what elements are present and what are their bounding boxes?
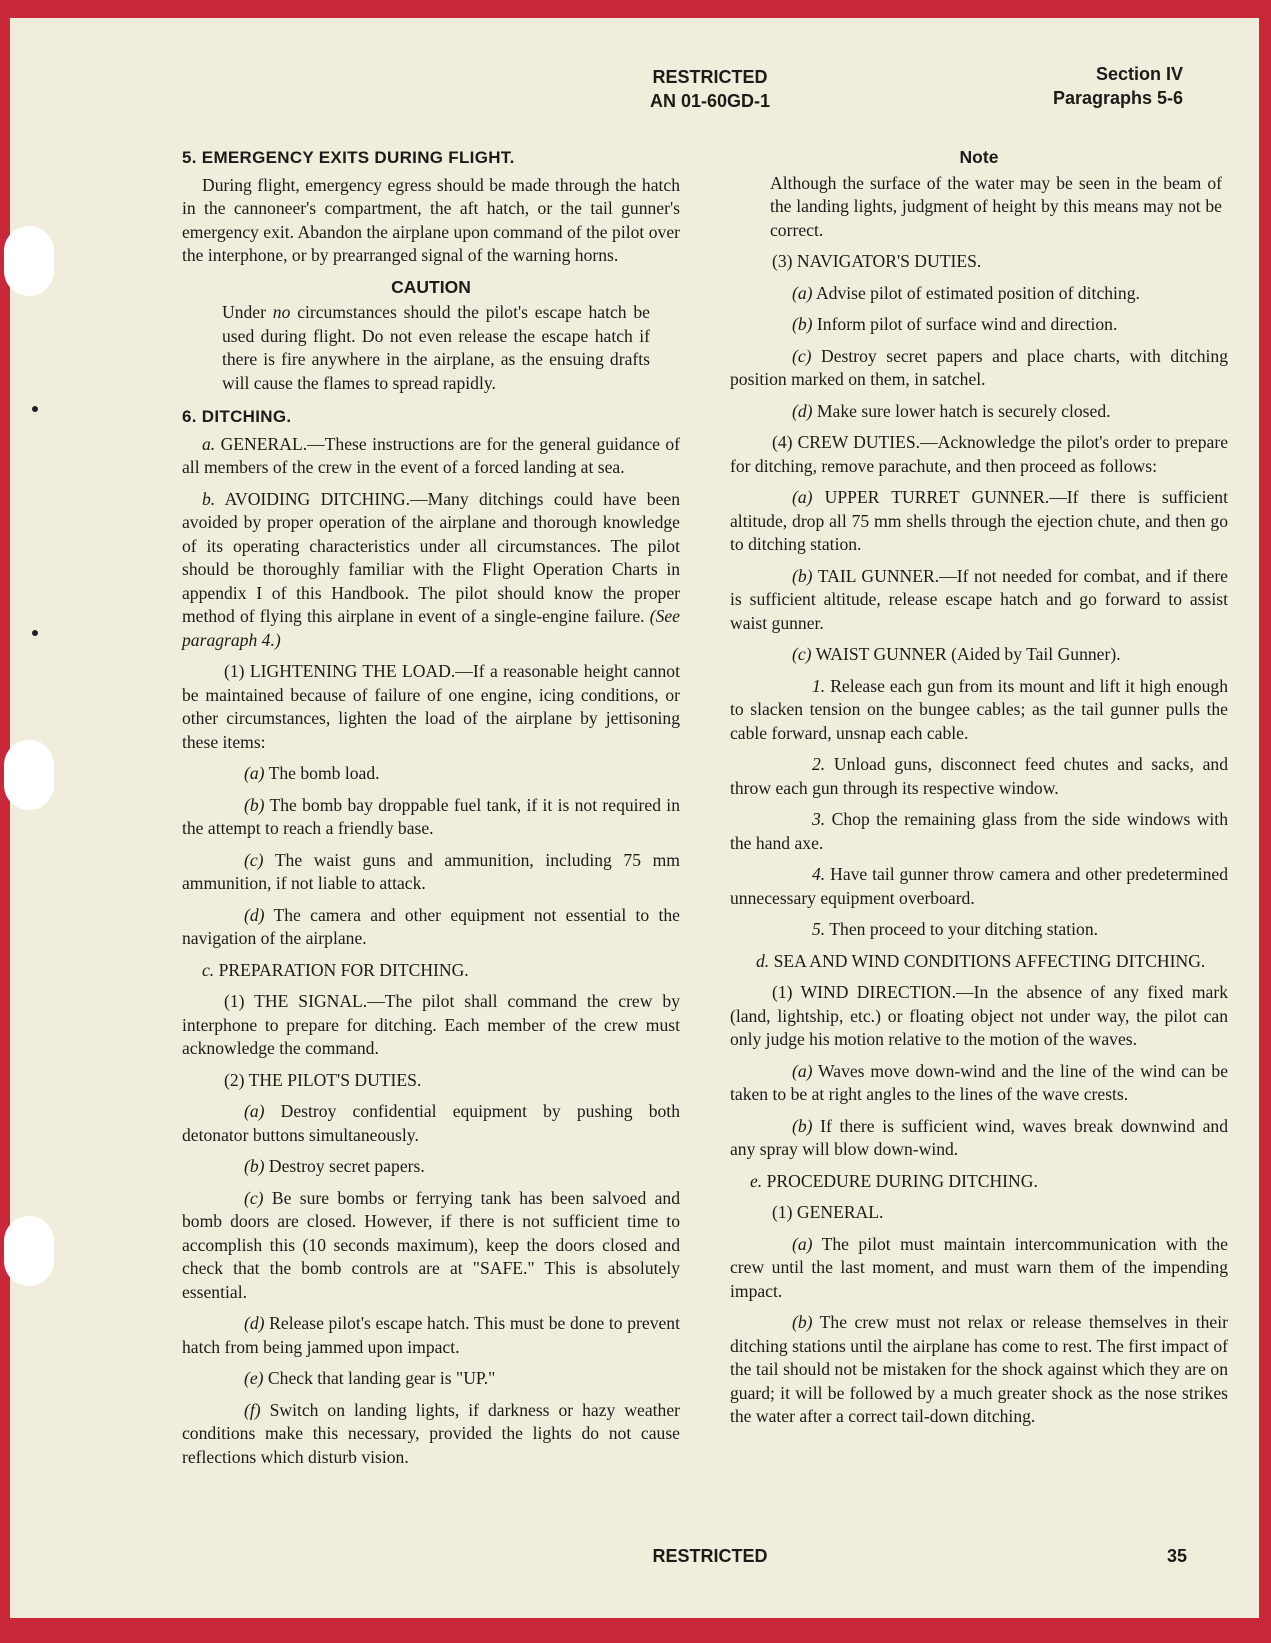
paragraph-crew-duties: (4) CREW DUTIES.—Acknowledge the pilot's order to prepare for ditching, remove parachute, and then proceed as follows: [730, 432, 1228, 476]
list-item: (a) Advise pilot of estimated position of ditching. [792, 282, 1140, 303]
paragraph-sea-wind-conditions: d. SEA AND WIND CONDITIONS AFFECTING DITCHING. [756, 950, 1206, 971]
caution-title: CAUTION [391, 276, 471, 297]
list-item: (a) The bomb load. [244, 763, 380, 783]
list-item: (a) Waves move down-wind and the line of the wind can be taken to be at right angles to the lines of the wave crests. [730, 1060, 1228, 1104]
paragraph-signal: (1) THE SIGNAL.—The pilot shall command the crew by interphone to prepare for ditching. Each member of the crew must acknowledge the command. [182, 991, 680, 1058]
section-heading-emergency-exits: 5. EMERGENCY EXITS DURING FLIGHT. [182, 148, 515, 167]
paragraphs-label: Paragraphs 5-6 [1052, 88, 1183, 108]
paragraph-general: a. GENERAL.—These instructions are for the general guidance of all members of the crew in the event of a forced landing at sea. [182, 433, 680, 477]
paragraph-emergency-exits: During flight, emergency egress should be made through the hatch in the cannoneer's compartment, the aft hatch, or the tail gunner's emergency exit. Abandon the airplane upon command of the pilot over the interphone, or by prearranged signal of the warning horns. [182, 174, 680, 265]
page-header-center [570, 65, 850, 113]
right-column [730, 146, 1228, 1437]
section-heading-ditching: 6. DITCHING. [182, 407, 292, 426]
paragraph-wind-direction: (1) WIND DIRECTION.—In the absence of any fixed mark (land, lightship, etc.) or floating object not under way, the pilot can only judge his motion relative to the motion of the waves. [730, 982, 1228, 1049]
list-item: (a) The pilot must maintain intercommunication with the crew until the last moment, and must warn them of the impending impact. [730, 1233, 1228, 1301]
list-item: (a) Destroy confidential equipment by pushing both detonator buttons simultaneously. [182, 1101, 680, 1145]
list-item: (b) Inform pilot of surface wind and direction. [792, 314, 1118, 334]
list-item: (d) Release pilot's escape hatch. This must be done to prevent hatch from being jammed upon impact. [182, 1313, 680, 1357]
punch-mark [32, 630, 38, 636]
caution-text: Under no circumstances should the pilot's escape hatch be used during flight. Do not even release the escape hatch if there is fire anywhere in the airplane, as the ensuing drafts will cause the flames to spread rapidly. [222, 302, 650, 393]
list-item: (e) Check that landing gear is "UP." [244, 1368, 496, 1388]
list-item: 4. Have tail gunner throw camera and other predetermined unnecessary equipment overboard. [730, 864, 1228, 908]
list-item: 3. Chop the remaining glass from the side windows with the hand axe. [730, 809, 1228, 853]
note-text: Although the surface of the water may be seen in the beam of the landing lights, judgment of height by this means may not be correct. [770, 172, 1222, 240]
punch-mark [32, 406, 38, 412]
paragraph-navigator-duties: (3) NAVIGATOR'S DUTIES. [772, 251, 982, 271]
note-title: Note [959, 147, 999, 167]
list-item: (c) WAIST GUNNER (Aided by Tail Gunner). [792, 644, 1121, 664]
list-item: (b) The bomb bay droppable fuel tank, if it is not required in the attempt to reach a friendly base. [182, 794, 680, 838]
document-number: AN 01-60GD-1 [649, 91, 771, 111]
paragraph-pilot-duties: (2) THE PILOT'S DUTIES. [224, 1069, 422, 1090]
paragraph-preparation: c. PREPARATION FOR DITCHING. [202, 959, 469, 980]
list-item: (c) Destroy secret papers and place charts, with ditching position marked on them, in satchel. [730, 345, 1228, 389]
document-page [10, 18, 1259, 1618]
page-number: 35 [1166, 1546, 1187, 1566]
list-item: (d) The camera and other equipment not essential to the navigation of the airplane. [182, 904, 680, 948]
list-item: (b) Destroy secret papers. [244, 1156, 425, 1176]
paragraph-lightening-load: (1) LIGHTENING THE LOAD.—If a reasonable height cannot be maintained because of failure of one engine, icing conditions, or other circumstances, lighten the load of the airplane by jettisoning these items: [182, 661, 680, 752]
list-item: (c) The waist guns and ammunition, including 75 mm ammunition, if not liable to attack. [182, 849, 680, 893]
list-item: (d) Make sure lower hatch is securely closed. [792, 400, 1111, 421]
list-item: (a) UPPER TURRET GUNNER.—If there is sufficient altitude, drop all 75 mm shells through the ejection chute, and then go to ditching station. [730, 487, 1228, 554]
left-column [182, 146, 680, 1477]
binder-hole [4, 1216, 54, 1286]
list-item: 5. Then proceed to your ditching station. [812, 919, 1099, 939]
list-item: 2. Unload guns, disconnect feed chutes and sacks, and throw each gun through its respective window. [730, 754, 1228, 798]
paragraph-avoiding-ditching: b. AVOIDING DITCHING.—Many ditchings could have been avoided by proper operation of the airplane and thorough knowledge of its operating characteristics under all circumstances. The pilot should be thoroughly familiar with the Flight Operation Charts in appendix I of this Handbook. The pilot should know the proper method of flying this airplane in event of a single-engine failure. (See paragraph 4.) [182, 488, 680, 650]
section-label: Section IV [1095, 64, 1183, 84]
paragraph-procedure: e. PROCEDURE DURING DITCHING. [750, 1170, 1038, 1191]
list-item: (c) Be sure bombs or ferrying tank has been salvoed and bomb doors are closed. However, if there is not sufficient time to accomplish this (10 seconds maximum), keep the doors closed and check that the bomb controls are at "SAFE." This is absolutely essential. [182, 1187, 680, 1302]
list-item: (b) If there is sufficient wind, waves break downwind and any spray will blow down-wind. [730, 1115, 1228, 1159]
list-item: (b) TAIL GUNNER.—If not needed for combat, and if there is sufficient altitude, release escape hatch and go forward to assist waist gunner. [730, 565, 1228, 633]
list-item: 1. Release each gun from its mount and lift it high enough to slacken tension on the bungee cables; as the tail gunner pulls the cable forward, unsnap each cable. [730, 675, 1228, 743]
page-header-right [1053, 62, 1183, 110]
list-item: (b) The crew must not relax or release themselves in their ditching stations until the airplane has come to rest. The first impact of the tail should not be mistaken for the shock against which they are on guard; it will be followed by a much greater shock as the nose strikes the water after a correct tail-down ditching. [730, 1312, 1228, 1426]
restricted-marking: RESTRICTED [652, 67, 768, 87]
paragraph-general-procedure: (1) GENERAL. [772, 1202, 884, 1222]
binder-hole [4, 226, 54, 296]
list-item: (f) Switch on landing lights, if darkness or hazy weather conditions make this necessary, provided the lights do not cause reflections which disturb vision. [182, 1399, 680, 1467]
page-footer-restricted: RESTRICTED [652, 1546, 768, 1566]
binder-hole [4, 740, 54, 810]
